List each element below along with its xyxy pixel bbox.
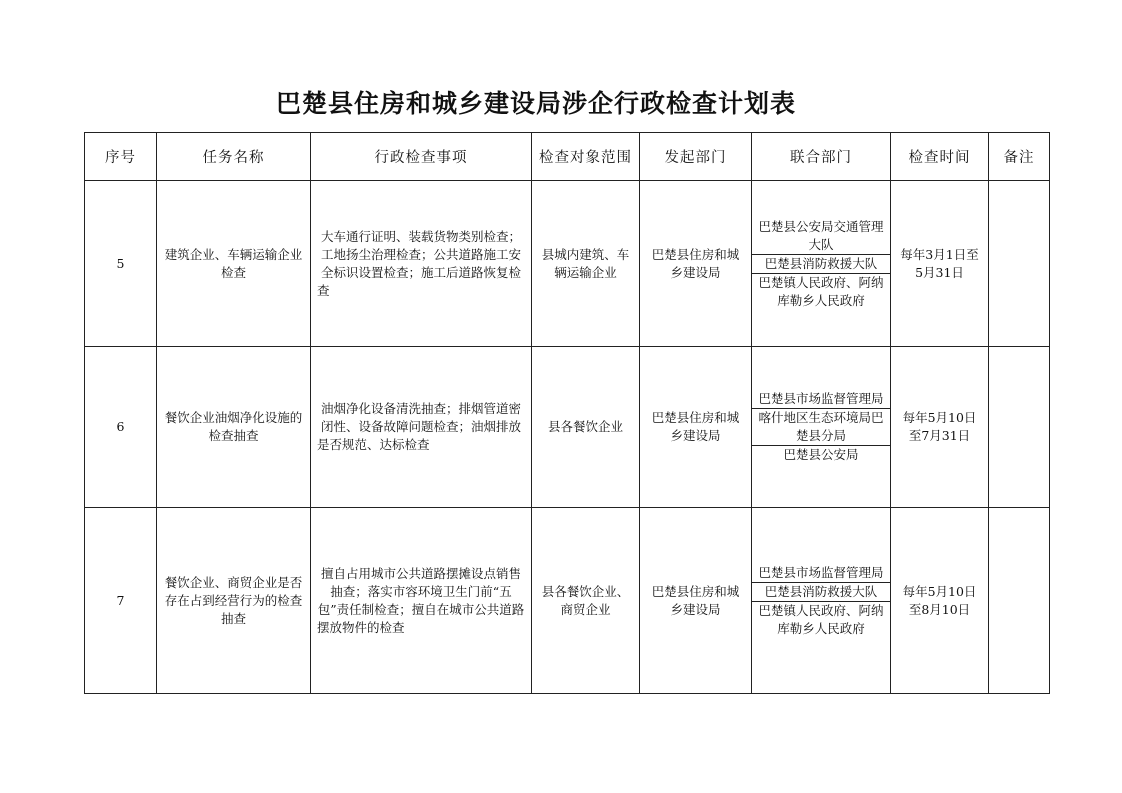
row-time: 每年5月10日至8月10日: [891, 508, 989, 694]
row-no: 6: [85, 347, 157, 508]
header-scope: 检查对象范围: [532, 133, 640, 181]
row-joint: [752, 181, 891, 347]
joint-dept: 巴楚县消防救援大队: [752, 583, 890, 602]
row-items: 擅自占用城市公共道路摆摊设点销售抽查；落实市容环境卫生门前“五包”责任制检查；擅自在城市公共道路摆放物件的检查: [311, 508, 532, 694]
row-task: 餐饮企业、商贸企业是否存在占到经营行为的检查抽查: [157, 508, 311, 694]
header-no: 序号: [85, 133, 157, 181]
row-initiator: 巴楚县住房和城乡建设局: [640, 347, 752, 508]
row-scope: 县城内建筑、车辆运输企业: [532, 181, 640, 347]
joint-dept: 巴楚县公安局: [783, 447, 859, 462]
header-joint: 联合部门: [752, 133, 891, 181]
row-remark: [989, 181, 1050, 347]
header-task: 任务名称: [157, 133, 311, 181]
joint-dept: 巴楚镇人民政府、阿纳库勒乡人民政府: [758, 602, 884, 636]
row-joint: [752, 508, 891, 694]
header-items: 行政检查事项: [311, 133, 532, 181]
row-initiator: 巴楚县住房和城乡建设局: [640, 181, 752, 347]
joint-dept: 巴楚县公安局交通管理大队: [752, 218, 890, 255]
joint-dept: 巴楚县市场监督管理局: [752, 564, 890, 583]
header-initiator: 发起部门: [640, 133, 752, 181]
inspection-plan-table: [84, 132, 1050, 694]
table-row: [85, 347, 1050, 508]
row-no: 7: [85, 508, 157, 694]
row-scope: 县各餐饮企业: [532, 347, 640, 508]
row-time: 每年3月1日至5月31日: [891, 181, 989, 347]
table-row: [85, 181, 1050, 347]
table-row: [85, 508, 1050, 694]
row-task: 建筑企业、车辆运输企业检查: [157, 181, 311, 347]
row-no: 5: [85, 181, 157, 347]
joint-dept: 巴楚镇人民政府、阿纳库勒乡人民政府: [758, 274, 884, 308]
row-joint: [752, 347, 891, 508]
row-items: 油烟净化设备清洗抽查；排烟管道密闭性、设备故障问题检查；油烟排放是否规范、达标检查: [311, 347, 532, 508]
row-scope: 县各餐饮企业、商贸企业: [532, 508, 640, 694]
row-items: 大车通行证明、装载货物类别检查；工地扬尘治理检查；公共道路施工安全标识设置检查；施工后道路恢复检查: [311, 181, 532, 347]
document-title: 巴楚县住房和城乡建设局涉企行政检查计划表: [275, 89, 796, 118]
row-task: 餐饮企业油烟净化设施的检查抽查: [157, 347, 311, 508]
joint-dept: 巴楚县市场监督管理局: [752, 390, 890, 409]
joint-dept: 喀什地区生态环境局巴楚县分局: [752, 409, 890, 446]
header-remark: 备注: [989, 133, 1050, 181]
row-remark: [989, 508, 1050, 694]
row-time: 每年5月10日至7月31日: [891, 347, 989, 508]
joint-dept: 巴楚县消防救援大队: [752, 255, 890, 274]
header-time: 检查时间: [891, 133, 989, 181]
table-header-row: [85, 133, 1050, 181]
row-remark: [989, 347, 1050, 508]
row-initiator: 巴楚县住房和城乡建设局: [640, 508, 752, 694]
